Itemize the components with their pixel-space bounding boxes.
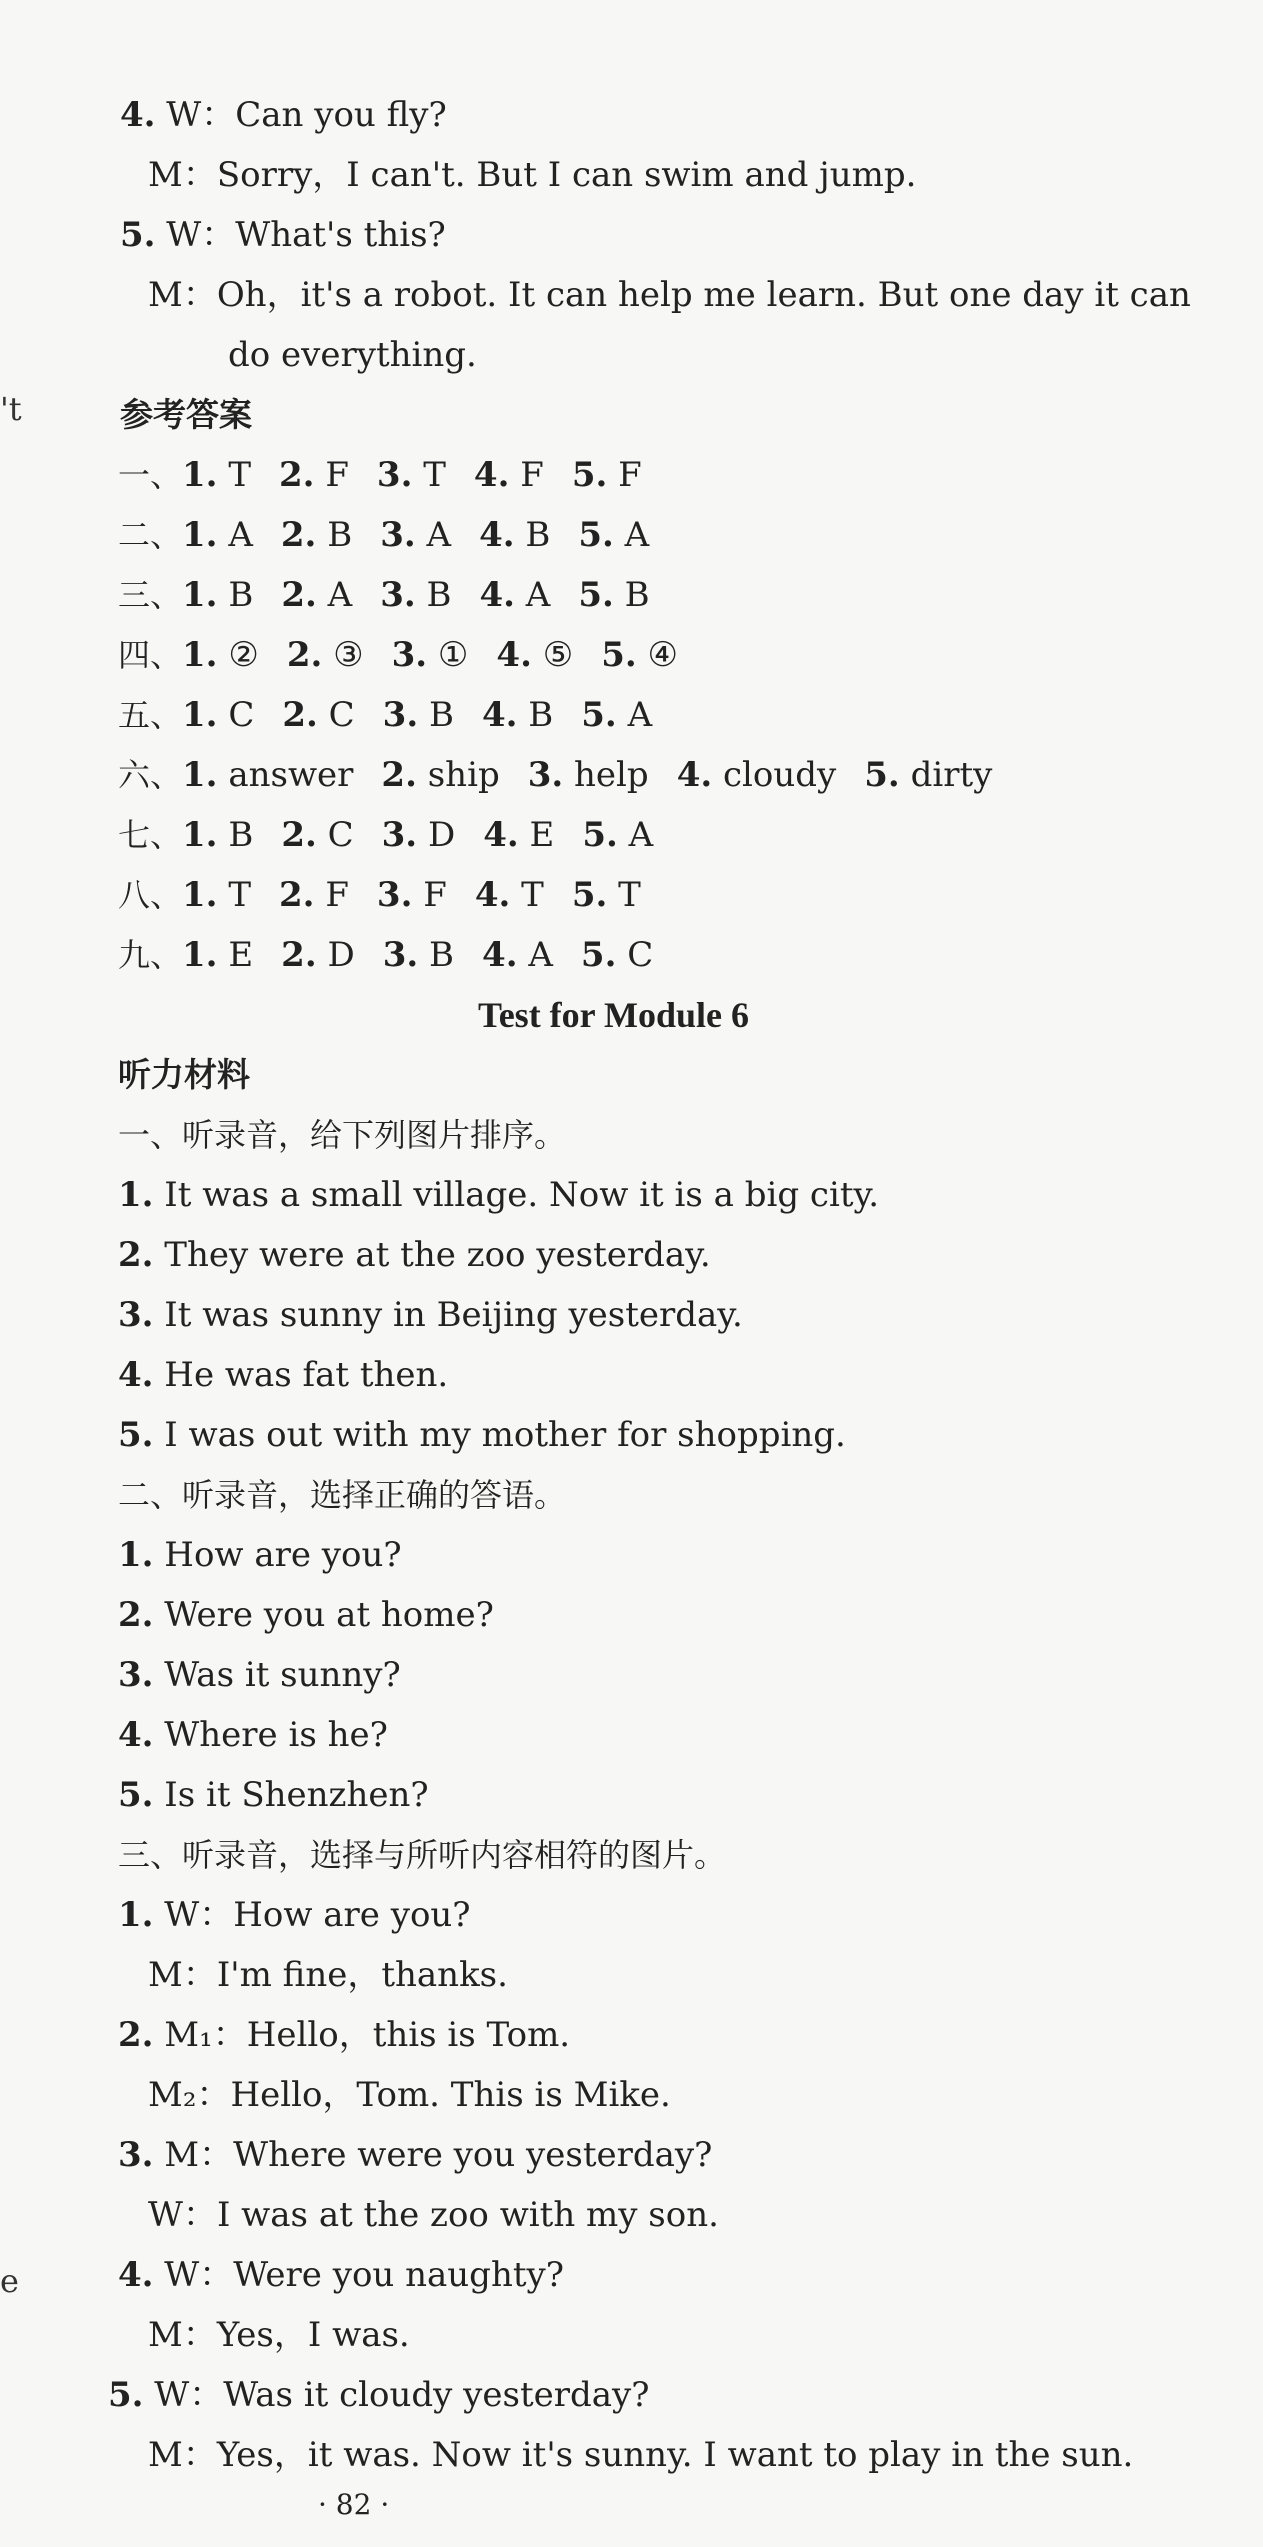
section-title: 三、听录音，选择与所听内容相符的图片。 <box>118 1836 727 1874</box>
answer-row: 二、1. A 2. B 3. A 4. B 5. A <box>118 515 650 555</box>
dialogue-line: M₂：Hello，Tom. This is Mike. <box>148 2075 671 2115</box>
dialogue-line: 3. M：Where were you yesterday? <box>118 2135 713 2175</box>
answer-row: 八、1. T 2. F 3. F 4. T 5. T <box>118 875 641 915</box>
dialogue-line: M：Yes，I was. <box>148 2315 410 2355</box>
section-title: 二、听录音，选择正确的答语。 <box>118 1476 567 1514</box>
dialogue-line: M：Sorry，I can't. But I can swim and jump. <box>148 155 917 195</box>
list-item: 1. It was a small village. Now it is a big city. <box>118 1175 880 1215</box>
dialogue-line: 1. W：How are you? <box>118 1895 471 1935</box>
dialogue-line: M：Yes，it was. Now it's sunny. I want to play in the sun. <box>148 2435 1134 2475</box>
list-item: 2. Were you at home? <box>118 1595 494 1635</box>
answer-row: 五、1. C 2. C 3. B 4. B 5. A <box>118 695 653 735</box>
dialogue-line: M：I'm fine，thanks. <box>148 1955 508 1995</box>
dialogue-line: 2. M₁：Hello，this is Tom. <box>118 2015 571 2055</box>
answer-row: 三、1. B 2. A 3. B 4. A 5. B <box>118 575 650 615</box>
dialogue-line: do everything. <box>228 335 477 375</box>
dialogue-line: 4. W：Can you fly? <box>120 95 447 135</box>
list-item: 3. Was it sunny? <box>118 1655 401 1695</box>
answer-row: 一、1. T 2. F 3. T 4. F 5. F <box>118 455 642 495</box>
list-item: 4. Where is he? <box>118 1715 388 1755</box>
answer-row: 七、1. B 2. C 3. D 4. E 5. A <box>118 815 654 855</box>
list-item: 2. They were at the zoo yesterday. <box>118 1235 711 1275</box>
listening-heading: 听力材料 <box>118 1055 250 1094</box>
test-title: Test for Module 6 <box>478 995 750 1035</box>
answer-row: 四、1. ② 2. ③ 3. ① 4. ⑤ 5. ④ <box>118 635 678 675</box>
dialogue-line: W：I was at the zoo with my son. <box>148 2195 719 2235</box>
dialogue-line: 5. W：Was it cloudy yesterday? <box>108 2375 650 2415</box>
dialogue-line: 5. W：What's this? <box>120 215 446 255</box>
list-item: 3. It was sunny in Beijing yesterday. <box>118 1295 743 1335</box>
dialogue-line: M：Oh，it's a robot. It can help me learn. But one day it can <box>148 275 1191 315</box>
list-item: 5. Is it Shenzhen? <box>118 1775 429 1815</box>
answers-heading: 参考答案 <box>120 395 252 434</box>
answer-row: 九、1. E 2. D 3. B 4. A 5. C <box>118 935 654 975</box>
edge-fragment: e <box>0 2262 19 2300</box>
list-item: 4. He was fat then. <box>118 1355 449 1395</box>
edge-fragment: 't <box>0 390 22 428</box>
answer-row: 六、1. answer 2. ship 3. help 4. cloudy 5. dirty <box>118 755 993 795</box>
list-item: 5. I was out with my mother for shopping. <box>118 1415 846 1455</box>
dialogue-line: 4. W：Were you naughty? <box>118 2255 564 2295</box>
list-item: 1. How are you? <box>118 1535 402 1575</box>
section-title: 一、听录音，给下列图片排序。 <box>118 1116 567 1154</box>
page-number: · 82 · <box>318 2488 390 2521</box>
